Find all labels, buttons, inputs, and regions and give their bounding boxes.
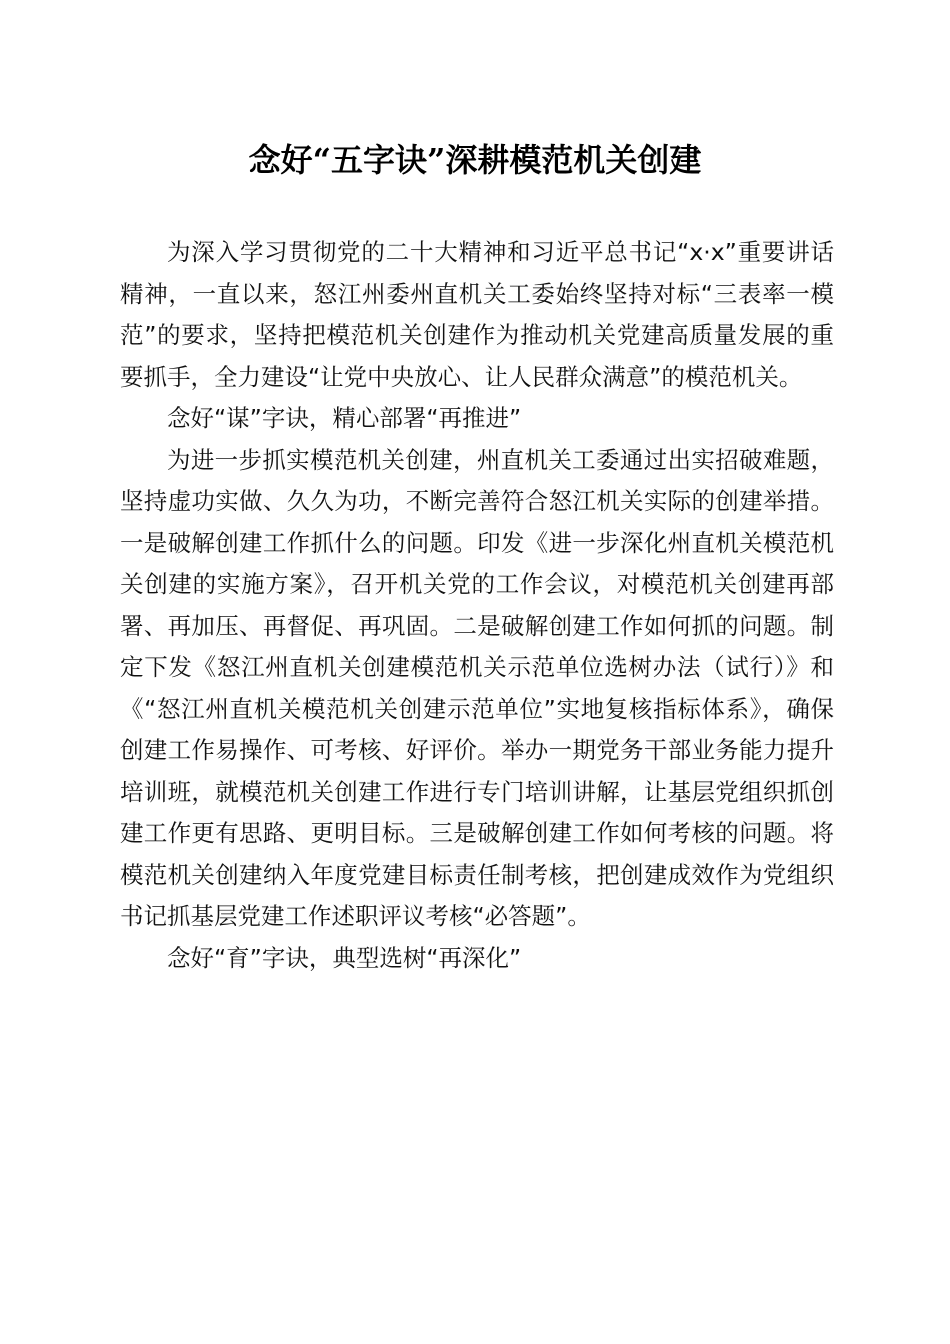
intro-paragraph: 为深入学习贯彻党的二十大精神和习近平总书记“x·x”重要讲话精神，一直以来，怒江州委州直机关工委始终坚持对标“三表率一模范”的要求，坚持把模范机关创建作为推动机关党建高质量发展的重要抓手，全力建设“让党中央放心、让人民群众满意”的模范机关。 (120, 238, 834, 391)
section-heading-cultivation: 念好“育”字诀，典型选树“再深化” (167, 943, 522, 972)
section-heading-planning: 念好“谋”字诀，精心部署“再推进” (167, 404, 522, 432)
document-title: 念好“五字诀”深耕模范机关创建 (248, 141, 702, 179)
document-body (120, 232, 834, 979)
planning-paragraph: 为进一步抓实模范机关创建，州直机关工委通过出实招破难题，坚持虚功实做、久久为功，不断完善符合怒江机关实际的创建举措。一是破解创建工作抓什么的问题。印发《进一步深化州直机关模范机关创建的实施方案》，召开机关党的工作会议，对模范机关创建再部署、再加压、再督促、再巩固。二是破解创建工作如何抓的问题。制定下发《怒江州直机关创建模范机关示范单位选树办法（试行）》和《“怒江州直机关模范机关创建示范单位”实地复核指标体系》，确保创建工作易操作、可考核、好评价。举办一期党务干部业务能力提升培训班，就模范机关创建工作进行专门培训讲解，让基层党组织抓创建工作更有思路、更明目标。三是破解创建工作如何考核的问题。将模范机关创建纳入年度党建目标责任制考核，把创建成效作为党组织书记抓基层党建工作述职评议考核“必答题”。 (120, 445, 834, 930)
